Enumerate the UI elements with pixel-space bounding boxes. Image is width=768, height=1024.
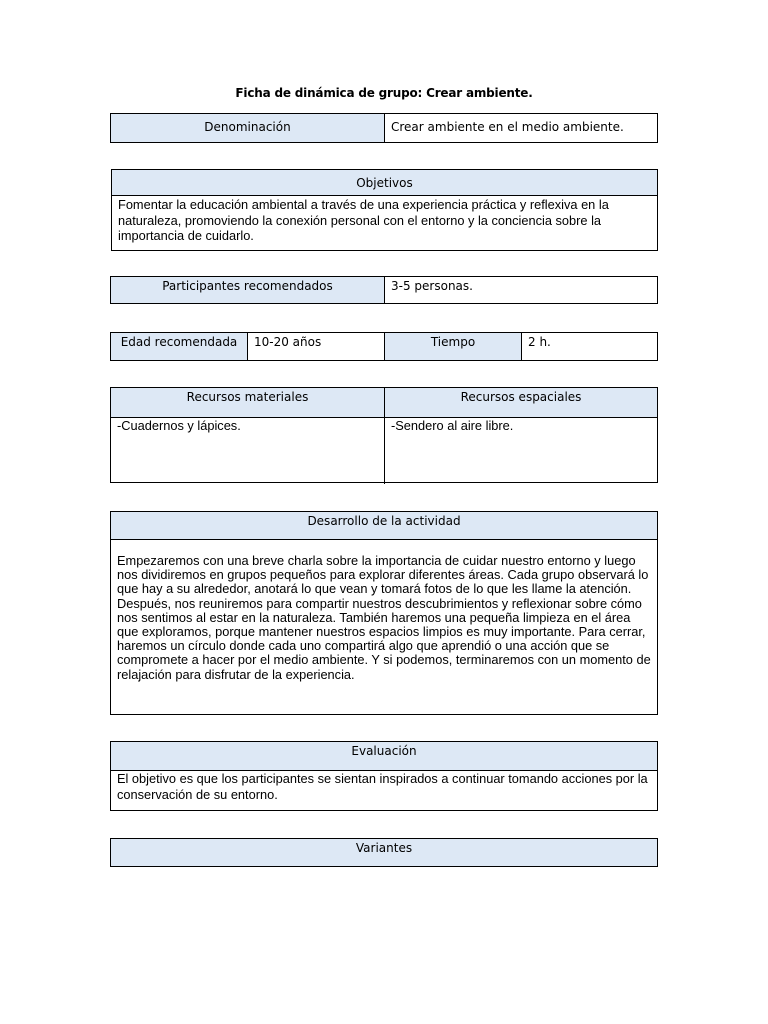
tiempo-label: Tiempo — [384, 333, 521, 360]
evaluacion-text: El objetivo es que los participantes se sientan inspirados a continuar tomando acciones por la conservación de su entorno. — [117, 771, 648, 802]
denominacion-label: Denominación — [111, 114, 384, 142]
evaluacion-header: Evaluación — [111, 742, 657, 771]
recursos-materiales-value: -Cuadernos y lápices. — [117, 418, 241, 433]
participantes-label: Participantes recomendados — [111, 277, 384, 303]
desarrollo-text: Empezaremos con una breve charla sobre la importancia de cuidar nuestro entorno y luego nos dividiremos en grupos pequeños para explorar diferentes áreas. Cada grupo observará lo que hay a su alrededor, anotará lo que vean y tomará fotos de lo que les llame la atención. Después, nos reuniremos para compartir nuestros descubrimientos y reflexionar sobre cómo nos sentimos al estar en la naturaleza. También haremos una pequeña limpieza en el área que exploramos, porque mantener nuestros espacios limpios es muy importante. Para cerrar, haremos un círculo donde cada uno compartirá algo que aprendió o una acción que se compromete a hacer por el medio ambiente. Y si podemos, terminaremos con un momento de relajación para disfrutar de la experiencia. — [117, 553, 651, 682]
objetivos-table — [111, 169, 658, 251]
recursos-materiales-label: Recursos materiales — [111, 388, 384, 417]
tiempo-value: 2 h. — [521, 333, 657, 360]
evaluacion-table — [110, 741, 658, 811]
participantes-table — [110, 276, 658, 304]
edad-label: Edad recomendada — [111, 333, 247, 360]
variantes-table — [110, 838, 658, 867]
page-title: Ficha de dinámica de grupo: Crear ambiente. — [235, 86, 533, 100]
variantes-header: Variantes — [111, 839, 657, 866]
edad-value: 10-20 años — [247, 333, 384, 360]
denominacion-table — [110, 113, 658, 143]
denominacion-value: Crear ambiente en el medio ambiente. — [384, 114, 657, 142]
objetivos-header: Objetivos — [112, 170, 657, 196]
recursos-table — [110, 387, 658, 483]
objetivos-text: Fomentar la educación ambiental a través de una experiencia práctica y reflexiva en la naturaleza, promoviendo la conexión personal con el entorno y la conciencia sobre la importancia de cuidarlo. — [118, 197, 609, 243]
edad-tiempo-table — [110, 332, 658, 361]
recursos-espaciales-value: -Sendero al aire libre. — [384, 418, 657, 484]
recursos-espaciales-label: Recursos espaciales — [384, 388, 657, 417]
desarrollo-header: Desarrollo de la actividad — [111, 512, 657, 540]
participantes-value: 3-5 personas. — [384, 277, 657, 303]
desarrollo-table — [110, 511, 658, 715]
